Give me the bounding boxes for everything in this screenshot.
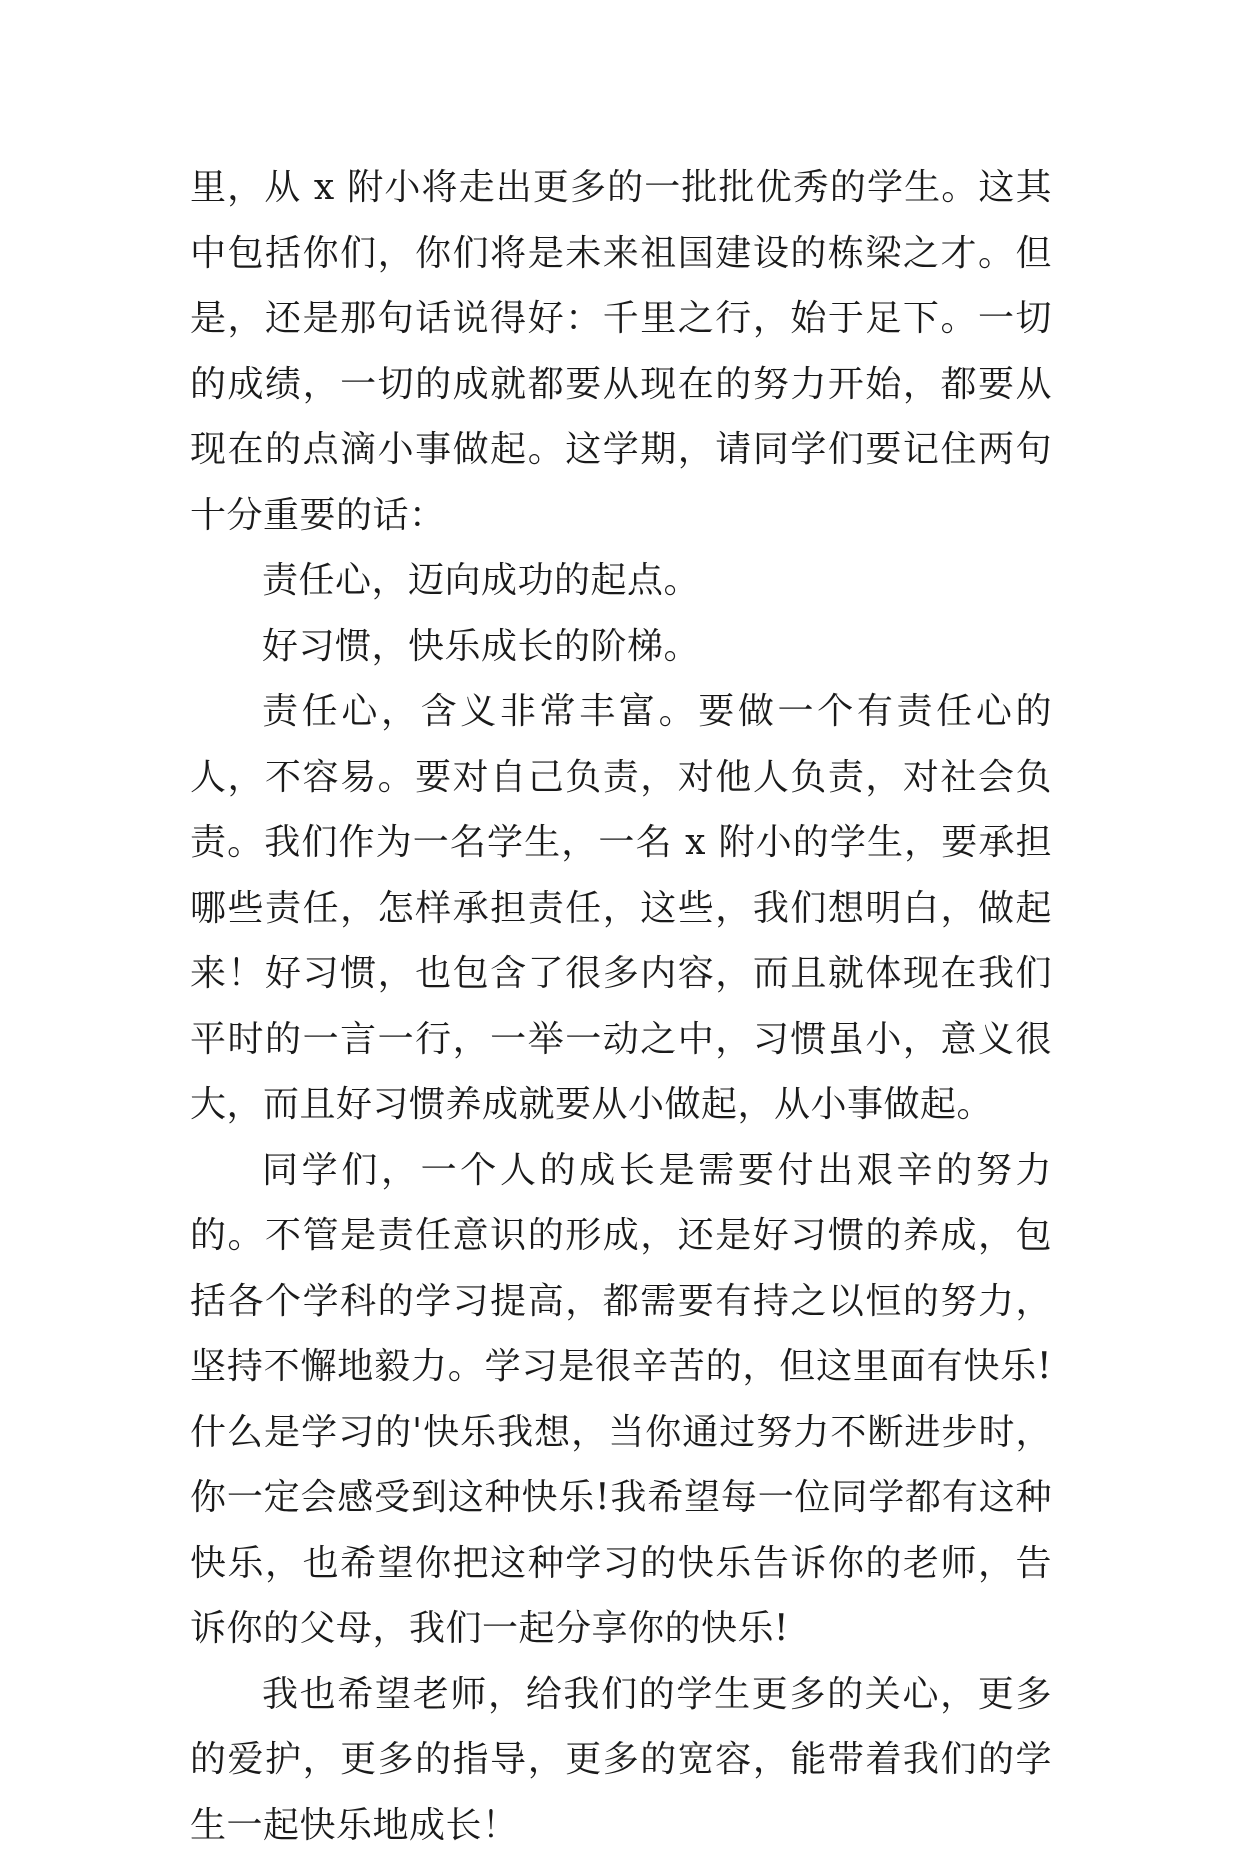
paragraph-effort: 同学们，一个人的成长是需要付出艰辛的努力的。不管是责任意识的形成，还是好习惯的养成，包括各个学科的学习提高，都需要有持之以恒的努力，坚持不懈地毅力。学习是很辛苦的，但这里面有快乐!什么是学习的'快乐我想，当你通过努力不断进步时，你一定会感受到这种快乐!我希望每一位同学都有这种快乐，也希望你把这种学习的快乐告诉你的老师，告诉你的父母，我们一起分享你的快乐! — [190, 1138, 1052, 1662]
paragraph-motto-habits: 好习惯，快乐成长的阶梯。 — [190, 614, 1052, 680]
paragraph-continuation: 里，从 x 附小将走出更多的一批批优秀的学生。这其中包括你们，你们将是未来祖国建设的栋梁之才。但是，还是那句话说得好：千里之行，始于足下。一切的成绩，一切的成就都要从现在的努力开始，都要从现在的点滴小事做起。这学期，请同学们要记住两句十分重要的话： — [190, 155, 1052, 548]
paragraph-motto-responsibility: 责任心，迈向成功的起点。 — [190, 548, 1052, 614]
paragraph-teachers: 我也希望老师，给我们的学生更多的关心，更多的爱护，更多的指导，更多的宽容，能带着我们的学生一起快乐地成长！ — [190, 1662, 1052, 1858]
paragraph-responsibility: 责任心，含义非常丰富。要做一个有责任心的人，不容易。要对自己负责，对他人负责，对社会负责。我们作为一名学生，一名 x 附小的学生，要承担哪些责任，怎样承担责任，这些，我们想明白，做起来！好习惯，也包含了很多内容，而且就体现在我们平时的一言一行，一举一动之中，习惯虽小，意义很大，而且好习惯养成就要从小做起，从小事做起。 — [190, 679, 1052, 1138]
document-body — [190, 155, 1052, 1858]
